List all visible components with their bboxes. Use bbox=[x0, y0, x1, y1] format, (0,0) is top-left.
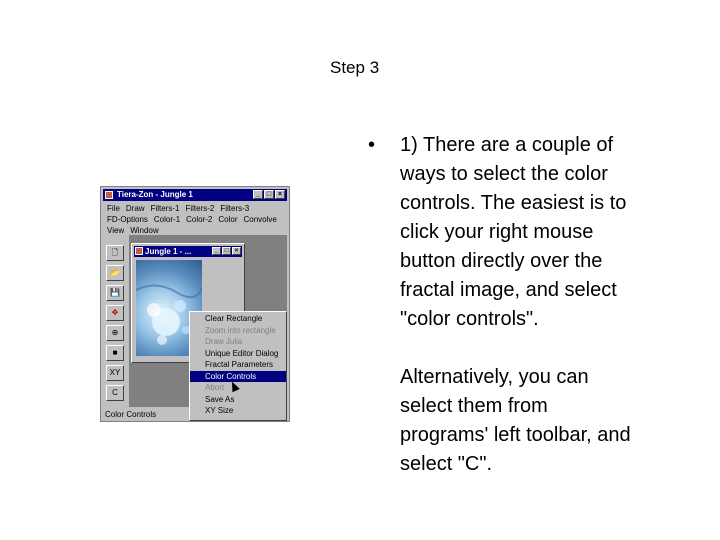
close-button[interactable]: × bbox=[275, 190, 285, 199]
julia-point-icon[interactable]: ⊕ bbox=[106, 325, 124, 341]
menu-row bbox=[107, 203, 287, 214]
menu-item[interactable]: Filters-1 bbox=[150, 204, 180, 213]
menu-item[interactable]: Filters-2 bbox=[185, 204, 215, 213]
app-title: Tiera-Zon - Jungle 1 bbox=[117, 190, 193, 199]
menu-item[interactable]: Window bbox=[130, 226, 159, 235]
status-bar: Color Controls bbox=[105, 410, 157, 419]
minimize-button[interactable]: _ bbox=[253, 190, 263, 199]
child-close-button[interactable]: × bbox=[232, 247, 241, 255]
context-menu-item[interactable]: XY Size bbox=[205, 406, 234, 415]
bullet-item bbox=[368, 131, 688, 334]
menu-item[interactable]: Filters-3 bbox=[220, 204, 250, 213]
context-menu-item[interactable]: Color Controls bbox=[190, 371, 286, 383]
context-menu-item[interactable]: Clear Rectangle bbox=[205, 314, 263, 323]
app-titlebar[interactable] bbox=[103, 189, 287, 201]
context-menu-item[interactable]: Fractal Parameters bbox=[205, 360, 274, 369]
context-menu-item: Draw Julia bbox=[205, 337, 243, 346]
context-menu-item: Abort bbox=[205, 383, 225, 392]
menu-item[interactable]: FD-Options bbox=[107, 215, 148, 224]
child-icon bbox=[135, 247, 143, 255]
xy-icon[interactable]: XY bbox=[106, 365, 124, 381]
color-controls-icon[interactable]: C bbox=[106, 385, 124, 401]
menu-item[interactable]: View bbox=[107, 226, 125, 235]
rectangle-icon[interactable]: ■ bbox=[106, 345, 124, 361]
child-maximize-button[interactable]: □ bbox=[222, 247, 231, 255]
menu-item[interactable]: File bbox=[107, 204, 120, 213]
bullet-dot: • bbox=[368, 134, 376, 156]
child-minimize-button[interactable]: _ bbox=[212, 247, 221, 255]
zoom-target-icon[interactable]: ✥ bbox=[106, 305, 124, 321]
left-toolbar bbox=[105, 245, 127, 407]
menu-item[interactable]: Color bbox=[218, 215, 238, 224]
bullet-text: 1) There are a couple of ways to select the color controls. The easiest is to click your right mouse button directly over the fractal image, and select "color controls". bbox=[400, 134, 627, 330]
menu-item[interactable]: Convolve bbox=[243, 215, 277, 224]
app-icon bbox=[105, 191, 113, 199]
context-menu-item[interactable]: Unique Editor Dialog bbox=[205, 348, 279, 358]
bullet-list bbox=[368, 131, 688, 479]
slide-title: Step 3 bbox=[330, 58, 380, 77]
child-titlebar[interactable] bbox=[134, 246, 242, 257]
save-icon[interactable]: 💾 bbox=[106, 285, 124, 301]
app-screenshot bbox=[100, 186, 290, 422]
child-title: Jungle 1 - ... bbox=[145, 247, 192, 256]
open-folder-icon[interactable]: 📂 bbox=[106, 265, 124, 281]
new-file-icon[interactable]: 🗋 bbox=[106, 245, 124, 261]
context-menu-item[interactable]: Save As bbox=[205, 394, 235, 404]
maximize-button[interactable]: □ bbox=[264, 190, 274, 199]
context-menu bbox=[189, 311, 287, 421]
menu-bar bbox=[107, 203, 287, 236]
menu-item[interactable]: Color-1 bbox=[153, 215, 181, 224]
context-menu-item: Zoom into rectangle bbox=[205, 325, 276, 335]
menu-item[interactable]: Color-2 bbox=[186, 215, 213, 224]
menu-item[interactable]: Draw bbox=[125, 204, 145, 213]
menu-row bbox=[107, 214, 287, 225]
bullet-continuation: Alternatively, you can select them from programs' left toolbar, and select "C". bbox=[400, 366, 631, 475]
